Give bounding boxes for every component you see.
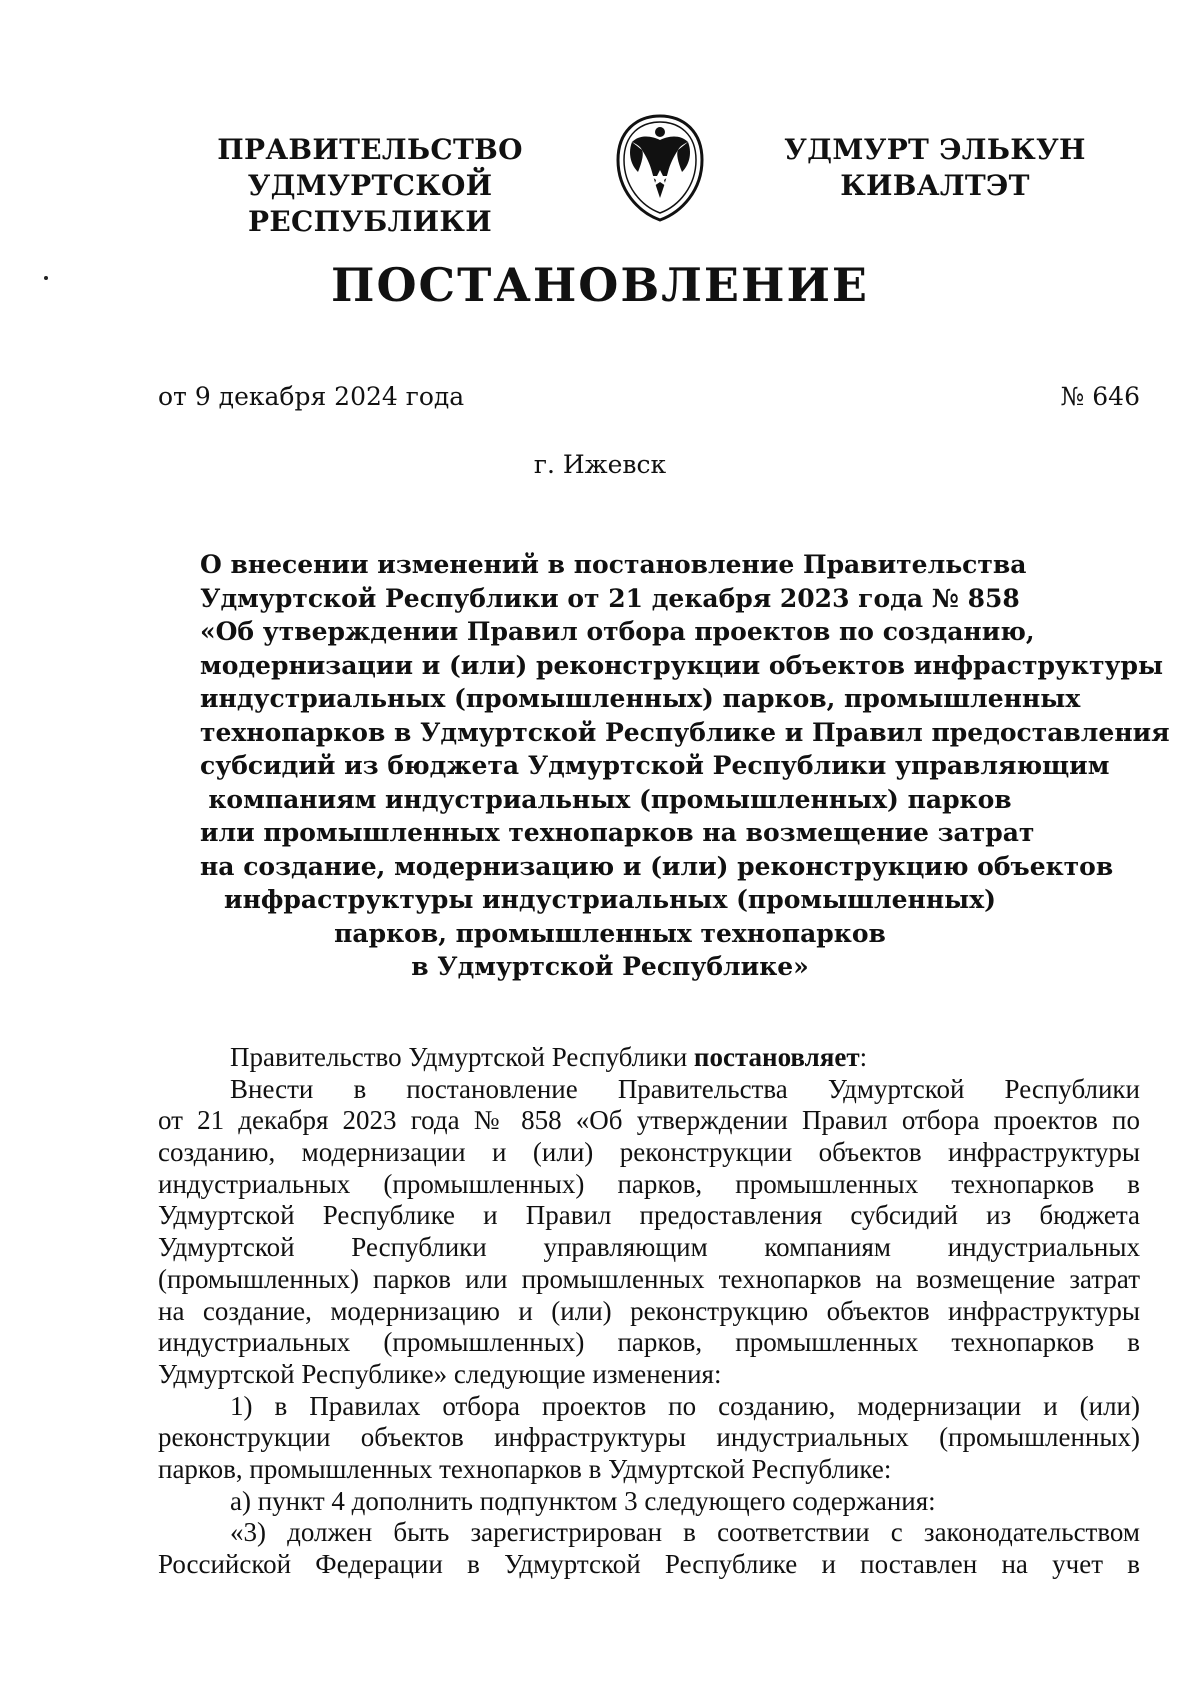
intro-verb: постановляет [693,1042,860,1072]
document-date: от 9 декабря 2024 года [158,382,465,411]
header-left-line2: УДМУРТСКОЙ РЕСПУБЛИКИ [247,169,493,238]
body-intro [158,1042,1140,1074]
header-right-line2: КИВАЛТЭТ [840,169,1030,202]
body-line: 1) в Правилах отбора проектов по созданию, модернизации и (или) [230,1390,1140,1421]
body-line: Удмуртской Республике» следующие изменения: [158,1358,722,1389]
body-line: реконструкции объектов инфраструктуры индустриальных (промышленных) [158,1422,1140,1453]
intro-colon: : [859,1042,868,1072]
body-line: «3) должен быть зарегистрирован в соответствии с законодательством [230,1517,1140,1548]
title-line: модернизации и (или) реконструкции объектов инфраструктуры [200,650,1164,680]
title-line: индустриальных (промышленных) парков, промышленных [200,684,1081,713]
title-line: инфраструктуры индустриальных (промышленных) [224,885,996,914]
document-title [200,548,1170,984]
body-line: парков, промышленных технопарков в Удмуртской Республике: [158,1453,892,1484]
body-line: а) пункт 4 дополнить подпунктом 3 следующего содержания: [230,1485,936,1516]
header-right-line1: УДМУРТ ЭЛЬКУН [784,133,1086,166]
body-line: Российской Федерации в Удмуртской Республике и поставлен на учет в [158,1549,1140,1579]
body-line: индустриальных (промышленных) парков, промышленных технопарков в [158,1327,1140,1358]
body-line: созданию, модернизации и (или) реконструкции объектов инфраструктуры [158,1137,1140,1168]
header-left-line1: ПРАВИТЕЛЬСТВО [217,133,523,166]
title-line: субсидий из бюджета Удмуртской Республики управляющим [200,751,1110,780]
header-left [140,132,600,240]
body-line: Удмуртской Республики управляющим компаниям индустриальных [158,1232,1140,1263]
title-line: Удмуртской Республики от 21 декабря 2023 года № 858 [200,583,1020,613]
title-line: на создание, модернизацию и (или) реконструкцию объектов [200,851,1114,881]
document-body [158,1042,1140,1581]
title-line: технопарков в Удмуртской Республике и Правил предоставления [200,717,1170,747]
title-line: или промышленных технопарков на возмещение затрат [200,818,1035,847]
body-line: (промышленных) парков или промышленных технопарков на возмещение затрат [158,1263,1140,1294]
header-right [780,132,1090,204]
title-line: О внесении изменений в постановление Правительства [200,550,1027,579]
document-number: № 646 [1060,382,1140,411]
coat-of-arms-icon [610,112,710,224]
title-line: компаниям индустриальных (промышленных) парков [208,784,1012,814]
title-line: парков, промышленных технопарков [334,918,886,948]
body-line: индустриальных (промышленных) парков, промышленных технопарков в [158,1168,1140,1199]
body-line: от 21 декабря 2023 года № 858 «Об утверждении Правил отбора проектов по [158,1105,1140,1136]
body-line: Удмуртской Республике и Правил предоставления субсидий из бюджета [158,1200,1140,1231]
title-line: в Удмуртской Республике» [411,952,809,981]
intro-text: Правительство Удмуртской Республики [230,1042,694,1072]
document-city: г. Ижевск [533,450,667,479]
body-line: Внести в постановление Правительства Удмуртской Республики [230,1073,1140,1104]
title-line: «Об утверждении Правил отбора проектов по созданию, [200,617,1035,646]
body-line: на создание, модернизацию и (или) реконструкцию объектов инфраструктуры [158,1295,1140,1326]
document-type: ПОСТАНОВЛЕНИЕ [331,258,869,312]
